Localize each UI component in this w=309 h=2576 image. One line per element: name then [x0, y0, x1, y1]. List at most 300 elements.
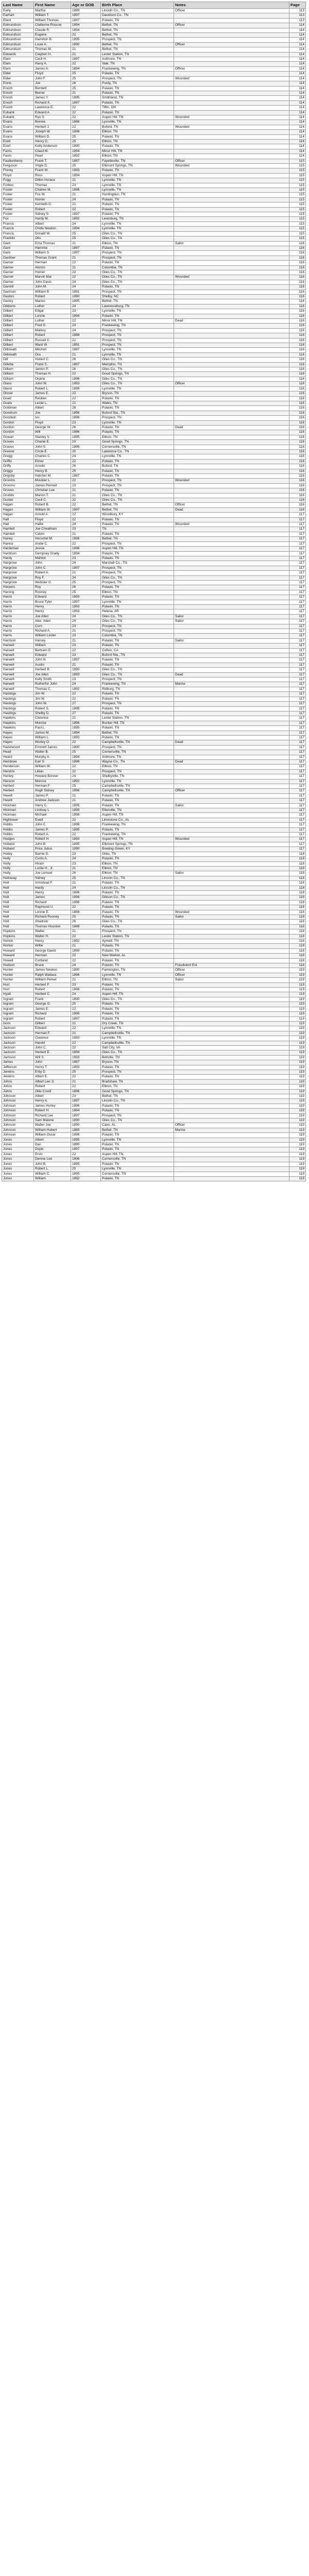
cell-notes: Wounded: [174, 125, 289, 129]
table-row: [2, 929, 306, 934]
cell-last-name: Jones: [2, 1176, 34, 1181]
cell-age-dob: 1897: [71, 362, 101, 367]
cell-first-name: William: [34, 1176, 71, 1181]
cell-notes: [174, 1002, 289, 1007]
cell-last-name: Jones: [2, 1162, 34, 1166]
cell-birth-place: Lynnville, TN: [101, 352, 174, 357]
cell-first-name: Alonzo: [34, 265, 71, 270]
cell-birth-place: Pulaski, TN: [101, 91, 174, 95]
cell-first-name: Albert: [34, 222, 71, 226]
cell-birth-place: Lynnville, TN: [101, 973, 174, 977]
cell-page: 117: [289, 522, 306, 527]
cell-birth-place: Lynnville, TN: [101, 227, 174, 231]
cell-last-name: Hendrix: [2, 769, 34, 774]
cell-birth-place: Pulaski, TN: [101, 890, 174, 895]
cell-page: 118: [289, 948, 306, 953]
cell-birth-place: Buford Sta., TN: [101, 411, 174, 415]
table-body: [2, 9, 306, 1181]
cell-birth-place: Pulaski, TN: [101, 1143, 174, 1147]
cell-first-name: John N.: [34, 658, 71, 663]
cell-age-dob: 25: [71, 449, 101, 454]
cell-first-name: Edward: [34, 653, 71, 658]
cell-birth-place: Giles Co., TN: [101, 358, 174, 362]
cell-birth-place: Bethel, TN: [101, 42, 174, 47]
cell-notes: [174, 857, 289, 861]
cell-notes: [174, 745, 289, 750]
cell-first-name: Will: [34, 430, 71, 435]
header-notes[interactable]: Notes: [174, 2, 289, 9]
cell-notes: [174, 833, 289, 837]
cell-page: 117: [289, 590, 306, 595]
cell-first-name: Herbert E.: [34, 1050, 71, 1055]
cell-age-dob: 1895: [71, 803, 101, 808]
cell-first-name: Ward W.: [34, 343, 71, 348]
cell-notes: [174, 716, 289, 721]
cell-first-name: Richard Lee: [34, 1113, 71, 1118]
cell-last-name: Howard: [2, 954, 34, 958]
cell-last-name: Johnson: [2, 1109, 34, 1113]
cell-last-name: Ezell: [2, 144, 34, 149]
cell-notes: [174, 755, 289, 759]
cell-birth-place: Aspen Hill, TN: [101, 547, 174, 551]
cell-age-dob: 1896: [71, 789, 101, 793]
cell-first-name: Lonnie: [34, 314, 71, 318]
cell-age-dob: 1895: [71, 726, 101, 731]
cell-last-name: Francis: [2, 231, 34, 236]
cell-last-name: Henderson: [2, 765, 34, 769]
cell-page: 119: [289, 1138, 306, 1142]
cell-notes: [174, 779, 289, 784]
cell-first-name: Curtis A.: [34, 857, 71, 861]
cell-birth-place: Elkton, TN: [101, 866, 174, 871]
cell-age-dob: 22: [71, 692, 101, 697]
cell-notes: [174, 687, 289, 691]
cell-last-name: Griffy: [2, 464, 34, 469]
cell-page: 117: [289, 556, 306, 561]
cell-first-name: Frank W.: [34, 168, 71, 173]
cell-birth-place: Pulaski, TN: [101, 1176, 174, 1181]
cell-age-dob: 1886: [71, 120, 101, 125]
cell-last-name: Holland: [2, 847, 34, 852]
cell-last-name: Gillette: [2, 362, 34, 367]
cell-age-dob: 1894: [71, 1109, 101, 1113]
cell-first-name: Dempsey Grady: [34, 551, 71, 556]
cell-birth-place: Lynnville, TN: [101, 188, 174, 193]
table-row: [2, 1084, 306, 1089]
cell-notes: [174, 222, 289, 226]
cell-page: 116: [289, 493, 306, 498]
cell-birth-place: Pulaski, TN: [101, 144, 174, 149]
cell-page: 114: [289, 110, 306, 115]
table-row: [2, 1099, 306, 1104]
cell-page: 117: [289, 537, 306, 541]
cell-last-name: Gant: [2, 241, 34, 246]
cell-last-name: Gilbert: [2, 333, 34, 338]
cell-last-name: Gilliam: [2, 367, 34, 372]
cell-birth-place: Lynnville, TN: [101, 386, 174, 391]
cell-notes: [174, 72, 289, 76]
cell-birth-place: Prospect, TN: [101, 769, 174, 774]
cell-page: 118: [289, 963, 306, 968]
cell-page: 113: [289, 18, 306, 23]
cell-page: 116: [289, 251, 306, 256]
cell-first-name: Richard: [34, 1012, 71, 1016]
cell-last-name: Foster: [2, 197, 34, 202]
table-row: [2, 469, 306, 473]
cell-age-dob: 24: [71, 886, 101, 890]
cell-age-dob: 24: [71, 285, 101, 290]
cell-last-name: Grigsby: [2, 474, 34, 479]
cell-age-dob: 1896: [71, 721, 101, 725]
table-row: [2, 241, 306, 246]
cell-birth-place: Prospect, TN: [101, 566, 174, 570]
cell-last-name: Gowan: [2, 435, 34, 439]
cell-first-name: Harold: [34, 1041, 71, 1045]
table-row: [2, 440, 306, 445]
cell-birth-place: Giles Co., TN: [101, 1050, 174, 1055]
cell-birth-place: Minor Hill, TN: [101, 149, 174, 154]
cell-first-name: Herman: [34, 261, 71, 265]
cell-birth-place: Purdy, TN: [101, 81, 174, 86]
cell-page: 116: [289, 386, 306, 391]
cell-birth-place: Elkton, TN: [101, 435, 174, 439]
cell-birth-place: Lynnville, TN: [101, 178, 174, 183]
cell-last-name: Gill: [2, 358, 34, 362]
cell-age-dob: 23: [71, 677, 101, 682]
cell-notes: [174, 13, 289, 18]
cell-age-dob: 1888: [71, 910, 101, 914]
cell-notes: [174, 290, 289, 294]
cell-birth-place: Giles Co., TN: [101, 377, 174, 381]
cell-first-name: William W.: [34, 507, 71, 512]
cell-first-name: Mitchell: [34, 348, 71, 352]
cell-birth-place: Pulaski, TN: [101, 1109, 174, 1113]
cell-notes: [174, 997, 289, 1002]
cell-birth-place: Pulaski, TN: [101, 100, 174, 105]
cell-birth-place: Tiffin, OH: [101, 106, 174, 110]
header-age-dob[interactable]: Age or DOB: [71, 2, 101, 9]
cell-first-name: Edward: [34, 595, 71, 600]
cell-age-dob: 21: [71, 47, 101, 52]
cell-last-name: Jackson: [2, 1041, 34, 1045]
cell-page: 118: [289, 881, 306, 886]
cell-birth-place: Prospect, TN: [101, 541, 174, 546]
cell-page: 117: [289, 808, 306, 813]
cell-birth-place: Pulaski, TN: [101, 551, 174, 556]
cell-page: 117: [289, 740, 306, 745]
cell-age-dob: 23: [71, 624, 101, 629]
cell-age-dob: 24: [71, 304, 101, 309]
cell-first-name: Robert A.: [34, 833, 71, 837]
cell-notes: [174, 648, 289, 653]
cell-birth-place: Giles Co., TN: [101, 382, 174, 386]
cell-age-dob: 1893: [71, 837, 101, 842]
cell-birth-place: Pulaski, TN: [101, 900, 174, 905]
cell-birth-place: Pulaski, TN: [101, 86, 174, 91]
cell-last-name: Hobbs: [2, 833, 34, 837]
cell-page: 114: [289, 91, 306, 95]
cell-notes: [174, 934, 289, 939]
table-row: [2, 740, 306, 745]
table-row: [2, 958, 306, 963]
cell-notes: Fraudulent Enl.: [174, 963, 289, 968]
cell-birth-place: Cornersville, TN: [101, 1172, 174, 1176]
table-row: [2, 38, 306, 42]
table-row: [2, 992, 306, 997]
cell-page: 114: [289, 66, 306, 71]
cell-birth-place: Pulaski, TN: [101, 924, 174, 929]
cell-birth-place: Prospect, TN: [101, 745, 174, 750]
table-row: [2, 1118, 306, 1123]
table-row: [2, 1167, 306, 1172]
cell-birth-place: Pulaski, TN: [101, 988, 174, 992]
cell-last-name: Gilliam: [2, 372, 34, 377]
cell-page: 118: [289, 954, 306, 958]
cell-age-dob: 1892: [71, 779, 101, 784]
cell-age-dob: 25: [71, 139, 101, 144]
cell-last-name: Jefferson: [2, 1065, 34, 1070]
table-row: [2, 86, 306, 91]
cell-notes: Dead: [174, 425, 289, 430]
cell-birth-place: Campbellsville, TN: [101, 784, 174, 789]
table-row: [2, 837, 306, 842]
cell-birth-place: Campbellsville, TN: [101, 1041, 174, 1045]
cell-notes: [174, 992, 289, 997]
cell-notes: [174, 411, 289, 415]
cell-notes: [174, 328, 289, 333]
cell-notes: [174, 1162, 289, 1166]
cell-first-name: James M.: [34, 731, 71, 735]
cell-page: 119: [289, 1070, 306, 1074]
table-row: [2, 750, 306, 755]
cell-notes: [174, 629, 289, 634]
cell-birth-place: Smithland, TN: [101, 96, 174, 100]
cell-age-dob: 1896: [71, 188, 101, 193]
header-last-name[interactable]: Last Name: [2, 2, 34, 9]
cell-notes: [174, 96, 289, 100]
cell-age-dob: 25: [71, 590, 101, 595]
cell-last-name: Harwell: [2, 643, 34, 648]
table-row: [2, 362, 306, 367]
cell-age-dob: 23: [71, 483, 101, 488]
cell-birth-place: Good Springs, TN: [101, 372, 174, 377]
cell-page: 117: [289, 541, 306, 546]
cell-age-dob: 26: [71, 464, 101, 469]
cell-age-dob: 21: [71, 352, 101, 357]
cell-first-name: Rooney: [34, 590, 71, 595]
table-row: [2, 420, 306, 425]
cell-first-name: Otis: [34, 236, 71, 241]
cell-age-dob: 23: [71, 420, 101, 425]
cell-age-dob: 1894: [71, 173, 101, 178]
cell-page: 117: [289, 624, 306, 629]
cell-birth-place: Pulaski, TN: [101, 261, 174, 265]
header-birth-place[interactable]: Birth Place: [101, 2, 174, 9]
cell-last-name: Evans: [2, 134, 34, 139]
table-row: [2, 435, 306, 439]
cell-last-name: Enoch: [2, 86, 34, 91]
table-row: [2, 134, 306, 139]
cell-age-dob: 1896: [71, 823, 101, 827]
cell-age-dob: 21: [71, 1079, 101, 1084]
cell-first-name: Thomas Grant: [34, 256, 71, 260]
cell-last-name: Gilliam: [2, 377, 34, 381]
cell-last-name: Hurt: [2, 988, 34, 992]
table-row: [2, 197, 306, 202]
cell-birth-place: Prospect, TN: [101, 338, 174, 343]
cell-first-name: Price Julius: [34, 847, 71, 852]
cell-first-name: Elmer: [34, 459, 71, 464]
cell-first-name: Dennie Lee: [34, 1157, 71, 1162]
cell-last-name: Harwell: [2, 687, 34, 691]
cell-birth-place: Prospect, TN: [101, 624, 174, 629]
cell-birth-place: Prospect, TN: [101, 333, 174, 338]
cell-age-dob: 1896: [71, 890, 101, 895]
table-row: [2, 1036, 306, 1041]
cell-last-name: Jones: [2, 1157, 34, 1162]
cell-age-dob: 22: [71, 833, 101, 837]
cell-birth-place: Huntingdon, TN: [101, 193, 174, 197]
cell-notes: [174, 1026, 289, 1031]
header-page[interactable]: Page: [289, 2, 306, 9]
cell-page: 116: [289, 420, 306, 425]
cell-page: 119: [289, 1133, 306, 1138]
cell-page: 117: [289, 711, 306, 716]
table-row: [2, 319, 306, 324]
cell-age-dob: 21: [71, 629, 101, 634]
cell-birth-place: Pulaski, TN: [101, 948, 174, 953]
table-row: [2, 706, 306, 711]
cell-age-dob: 23: [71, 1094, 101, 1099]
table-row: [2, 100, 306, 105]
cell-age-dob: 1890: [71, 294, 101, 299]
cell-first-name: Walter B.: [34, 750, 71, 755]
cell-birth-place: Pulaski, TN: [101, 982, 174, 987]
cell-page: 116: [289, 333, 306, 338]
cell-last-name: Elder: [2, 72, 34, 76]
cell-birth-place: Lynnville, TN: [101, 1036, 174, 1041]
table-row: [2, 231, 306, 236]
table-row: [2, 803, 306, 808]
cell-first-name: Claud M.: [34, 149, 71, 154]
cell-last-name: Gilbert: [2, 309, 34, 314]
cell-last-name: Johnson: [2, 1128, 34, 1132]
cell-last-name: Jenkins: [2, 1070, 34, 1074]
cell-birth-place: Lincoln Co., TN: [101, 1099, 174, 1104]
cell-birth-place: Pulaski, TN: [101, 663, 174, 667]
cell-last-name: Goodrum: [2, 411, 34, 415]
cell-age-dob: 21: [71, 52, 101, 57]
cell-age-dob: 21: [71, 178, 101, 183]
table-row: [2, 464, 306, 469]
cell-first-name: Richard K.: [34, 100, 71, 105]
cell-birth-place: Bowling Green, KY: [101, 847, 174, 852]
table-row: [2, 852, 306, 856]
cell-last-name: Griggs: [2, 469, 34, 473]
cell-page: 114: [289, 62, 306, 66]
cell-page: 117: [289, 750, 306, 755]
table-row: [2, 692, 306, 697]
cell-page: 114: [289, 47, 306, 52]
cell-birth-place: Giles Co., TN: [101, 280, 174, 284]
table-row: [2, 634, 306, 638]
cell-age-dob: 1897: [71, 57, 101, 62]
cell-age-dob: 1894: [71, 551, 101, 556]
cell-page: 115: [289, 222, 306, 226]
cell-first-name: James Pennell: [34, 483, 71, 488]
cell-notes: [174, 493, 289, 498]
cell-age-dob: 27: [71, 711, 101, 716]
cell-first-name: Shadrick: [34, 920, 71, 924]
cell-birth-place: Pulaski, TN: [101, 474, 174, 479]
table-row: [2, 1079, 306, 1084]
cell-notes: Officer: [174, 159, 289, 163]
cell-birth-place: Pulaski, TN: [101, 197, 174, 202]
cell-notes: [174, 590, 289, 595]
cell-birth-place: Lawrenceburg, TN: [101, 304, 174, 309]
table-row: [2, 711, 306, 716]
cell-first-name: Doyle: [34, 1147, 71, 1152]
cell-notes: Officer: [174, 42, 289, 47]
cell-page: 118: [289, 939, 306, 944]
cell-notes: [174, 1041, 289, 1045]
cell-page: 119: [289, 1016, 306, 1021]
cell-first-name: Bruce Tyler: [34, 600, 71, 604]
cell-first-name: Earl S.: [34, 759, 71, 764]
cell-notes: Sailor: [174, 638, 289, 643]
cell-notes: [174, 420, 289, 425]
cell-page: 117: [289, 759, 306, 764]
table-row: [2, 643, 306, 648]
cell-last-name: Hastings: [2, 706, 34, 711]
cell-birth-place: Shelby, NC: [101, 294, 174, 299]
cell-page: 116: [289, 382, 306, 386]
cell-page: 117: [289, 731, 306, 735]
cell-notes: [174, 348, 289, 352]
cell-age-dob: 22: [71, 697, 101, 701]
cell-first-name: Circle E.: [34, 449, 71, 454]
cell-first-name: James Newton: [34, 968, 71, 973]
cell-notes: [174, 711, 289, 716]
cell-age-dob: 25: [71, 469, 101, 473]
cell-birth-place: Pulaski, TN: [101, 1007, 174, 1011]
cell-birth-place: Lynnville, TN: [101, 348, 174, 352]
cell-notes: [174, 183, 289, 188]
cell-page: 116: [289, 241, 306, 246]
cell-first-name: Clarence: [34, 1036, 71, 1041]
table-row: [2, 905, 306, 910]
cell-page: 115: [289, 193, 306, 197]
cell-last-name: Early: [2, 9, 34, 13]
cell-birth-place: Pulaski, TN: [101, 556, 174, 561]
table-row: [2, 609, 306, 614]
cell-first-name: Joe Cheatham: [34, 527, 71, 532]
cell-first-name: Harry A.: [34, 62, 71, 66]
cell-birth-place: Elkmont Springs, TN: [101, 842, 174, 846]
cell-page: 117: [289, 668, 306, 672]
table-row: [2, 1041, 306, 1045]
cell-last-name: Hodges: [2, 837, 34, 842]
cell-notes: Marine: [174, 1128, 289, 1132]
cell-notes: [174, 197, 289, 202]
table-row: [2, 541, 306, 546]
cell-first-name: Ezra Thomas: [34, 241, 71, 246]
header-first-name[interactable]: First Name: [34, 2, 71, 9]
cell-notes: [174, 827, 289, 832]
table-row: [2, 52, 306, 57]
cell-age-dob: 25: [71, 72, 101, 76]
cell-first-name: Henry: [34, 939, 71, 944]
